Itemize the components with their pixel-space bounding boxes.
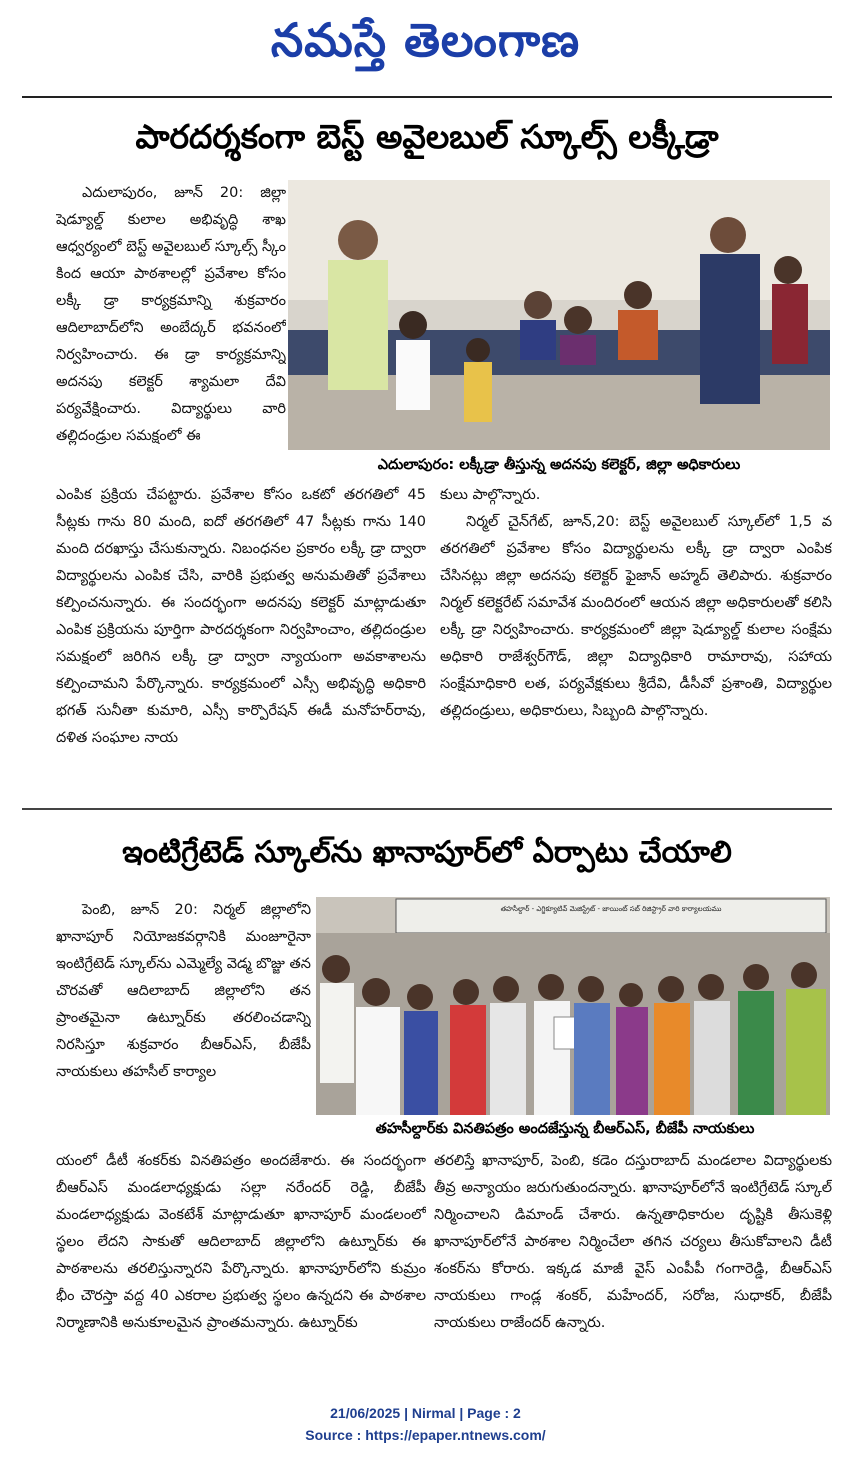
- article-divider: [22, 808, 832, 810]
- office-sign-text: తహసీల్దార్ - ఎగ్జిక్యూటివ్ మెజిస్ట్రేట్ - జాయింట్ సబ్ రిజిస్ట్రార్ వారి కార్యాలయము: [500, 905, 722, 913]
- footer-source: Source : https://epaper.ntnews.com/: [305, 1427, 546, 1443]
- article1-col-left-top: ఎదులాపురం, జూన్ 20: జిల్లా షెడ్యూల్డ్ కులాల అభివృద్ధి శాఖ ఆధ్వర్యంలో బెస్ట్ అవైలబుల్ స్కూల్స్ స్కీం కింద ఆయా పాఠశాలల్లో ప్రవేశాల కోసం లక్కీ డ్రా కార్యక్రమాన్ని శుక్రవారం ఆదిలాబాద్‌లోని అంబేద్కర్ భవనంలో నిర్వహించారు. ఈ డ్రా కార్యక్రమాన్ని అదనపు కలెక్టర్ శ్యామలా దేవి పర్యవేక్షించారు. విద్యార్థులు వారి తల్లిదండ్రుల సమక్షంలో ఈ: [56, 185, 286, 444]
- article2-photo: [316, 897, 830, 1115]
- article2-col-left-bottom: యంలో డీటీ శంకర్‌కు వినతిపత్రం అందజేశారు. ఈ సందర్భంగా బీఆర్‌ఎస్ మండలాధ్యక్షుడు సల్లా నరేందర్ రెడ్డి, బీజేపీ మండలాధ్యక్షుడు వెంకటేశ్ మాట్లాడుతూ ఖానాపూర్ మండలంలో స్థలం లేదని సాకుతో ఆదిలాబాద్ జిల్లాలోని ఉట్నూర్‌కు ఈ పాఠశాలను తరలిస్తున్నారని పేర్కొన్నారు. ఖానాపూర్‌లోని కుమ్రం భీం చౌరస్తా వద్ద 40 ఎకరాల ప్రభుత్వ స్థలం ఉన్నదని ఈ పాఠశాల నిర్మాణానికి అనుకూలమైన ప్రాంతమన్నారు. ఉట్నూర్‌కు: [56, 1153, 426, 1331]
- article2-photo-caption: తహసీల్దార్‌కు వినతిపత్రం అందజేస్తున్న బీఆర్‌ఎస్, బీజేపీ నాయకులు: [375, 1121, 755, 1137]
- article2-headline: ఇంటిగ్రేటెడ్ స్కూల్‌ను ఖానాపూర్‌లో ఏర్పాటు చేయాలి: [122, 835, 732, 870]
- article1-headline: పారదర్శకంగా బెస్ట్ అవైలబుల్ స్కూల్స్ లక్కీడ్రా: [135, 117, 719, 156]
- article2-col-right: తరలిస్తే ఖానాపూర్, పెంబి, కడెం దస్తురాబాద్ మండలాల విద్యార్థులకు తీవ్ర అన్యాయం జరుగుతుందన్నారు. ఖానాపూర్‌లోనే ఇంటిగ్రేటెడ్ స్కూల్ నిర్మించాలని డిమాండ్ చేశారు. ఉన్నతాధికారుల దృష్టికి తీసుకెళ్లి ఖానాపూర్‌లోనే పాఠశాల నిర్మించేలా తగిన చర్యలు తీసుకోవాలని డీటీ శంకర్‌ను కోరారు. ఇక్కడ మాజీ వైస్ ఎంపీపీ గంగారెడ్డి, బీఆర్‌ఎస్ నాయకులు గాండ్ల శంకర్, మహేందర్, సరోజ, సుధాకర్, బీజేపీ నాయకులు రాజేందర్ ఉన్నారు.: [434, 1153, 832, 1331]
- masthead-rule: [22, 96, 832, 98]
- masthead-logo: నమస్తే తెలంగాణ: [270, 13, 581, 67]
- article1-col-right: కులు పాల్గొన్నారు. నిర్మల్ చైన్‌గేట్, జూన్,20: బెస్ట్ అవైలబుల్ స్కూల్‌లో 1,5 వ తరగతిలో ప్రవేశాల కోసం విద్యార్థులను లక్కీ డ్రా ద్వారా ఎంపిక చేసినట్లు జిల్లా అదనపు కలెక్టర్ ఫైజాన్ అహ్మద్ తెలిపారు. శుక్రవారం నిర్మల్ కలెక్టరేట్ సమావేశ మందిరంలో ఆయన జిల్లా అధికారులతో కలిసి లక్కీ డ్రా నిర్వహించారు. కార్యక్రమంలో జిల్లా షెడ్యూల్డ్ కులాల సంక్షేమ అధికారి రాజేశ్వర్‌గౌడ్, జిల్లా విద్యాధికారి రామారావు, సహాయ సంక్షేమాధికారి లత, పర్యవేక్షకులు శ్రీదేవి, డీసీవో ప్రశాంతి, విద్యార్థుల తల్లిదండ్రులు, అధికారులు, సిబ్బంది పాల్గొన్నారు.: [440, 487, 832, 719]
- footer-date-edition: 21/06/2025 | Nirmal | Page : 2: [330, 1405, 521, 1421]
- article2-col-left-top: పెంబి, జూన్ 20: నిర్మల్ జిల్లాలోని ఖానాపూర్ నియోజకవర్గానికి మంజూరైనా ఇంటిగ్రేటెడ్ స్కూల్‌ను ఎమ్మెల్యే వెడ్మ బొజ్జు తన చొరవతో ఆదిలాబాద్ జిల్లాలోని తన ప్రాంతమైనా ఉట్నూర్‌కు తరలించడాన్ని నిరసిస్తూ శుక్రవారం బీఆర్‌ఎస్, బీజేపీ నాయకులు తహసీల్ కార్యాల: [56, 902, 311, 1080]
- article1-photo: [288, 180, 830, 450]
- article1-photo-caption: ఎదులాపురం: లక్కీడ్రా తీస్తున్న అదనపు కలెక్టర్, జిల్లా అధికారులు: [377, 457, 741, 473]
- article1-col-left-bottom: ఎంపిక ప్రక్రియ చేపట్టారు. ప్రవేశాల కోసం ఒకటో తరగతిలో 45 సీట్లకు గాను 80 మంది, ఐదో తరగతిలో 47 సీట్లకు గాను 140 మంది దరఖాస్తు చేసుకున్నారు. నిబంధనల ప్రకారం లక్కీ డ్రా ద్వారా విద్యార్థులను ఎంపిక చేసి, వారికి ప్రభుత్వ అనుమతితో ప్రవేశాలు కల్పించనున్నారు. ఈ సందర్భంగా అదనపు కలెక్టర్ మాట్లాడుతూ ఎంపిక ప్రక్రియను పూర్తిగా పారదర్శకంగా నిర్వహించాం, తల్లిదండ్రుల సమక్షంలో జరిగిన లక్కీ డ్రా ద్వారా న్యాయంగా అవకాశాలను కల్పించామని పేర్కొన్నారు. కార్యక్రమంలో ఎస్సీ అభివృద్ధి అధికారి భగత్ సునీతా కుమారి, ఎస్సీ కార్పొరేషన్ ఈడీ మనోహర్‌రావు, దళిత సంఘాల నాయ: [56, 487, 426, 746]
